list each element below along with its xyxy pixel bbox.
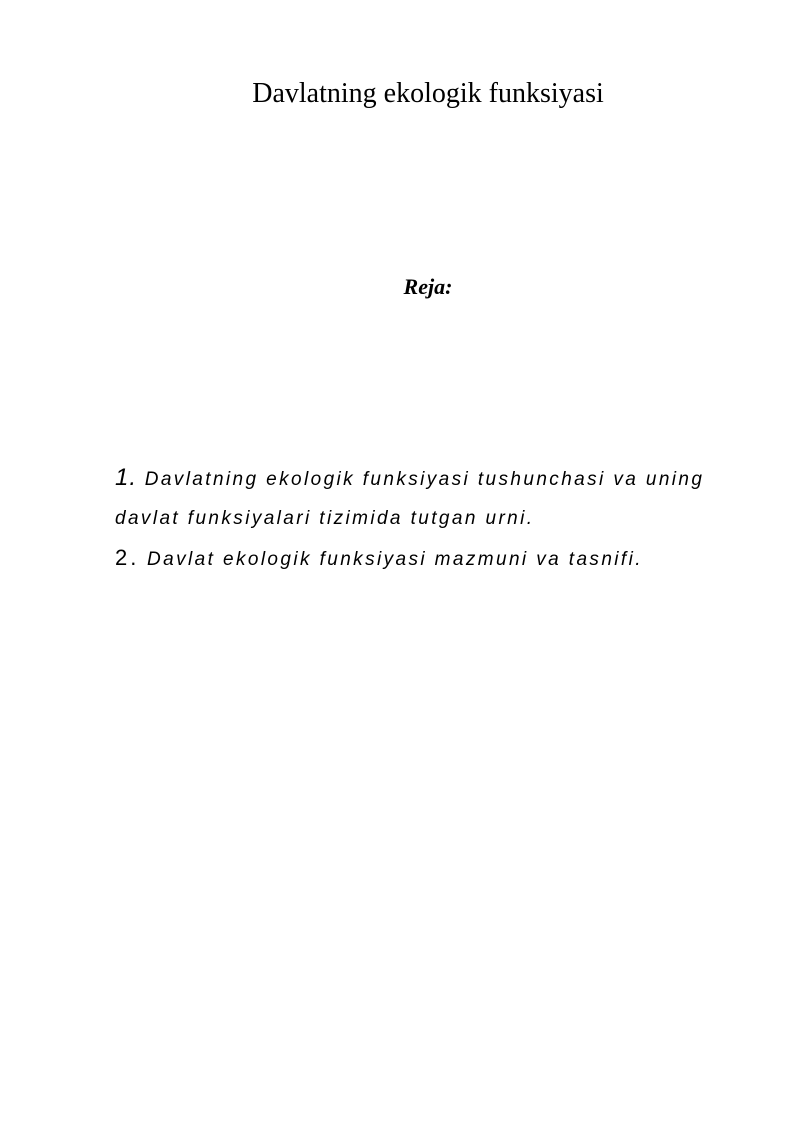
plan-item-number: 2. (115, 545, 140, 570)
plan-item-number: 1. (115, 464, 138, 491)
plan-item (115, 538, 715, 579)
plan-list (115, 458, 715, 579)
plan-item-text: Davlatning ekologik funksiyasi tushunchasi va uning davlat funksiyalari tizimida tutgan urni. (115, 469, 705, 529)
plan-heading: Reja: (403, 274, 453, 299)
plan-item (115, 458, 715, 538)
plan-item-text: Davlat ekologik funksiyasi mazmuni va tasnifi. (147, 549, 643, 570)
page-title: Davlatning ekologik funksiyasi (252, 78, 604, 109)
